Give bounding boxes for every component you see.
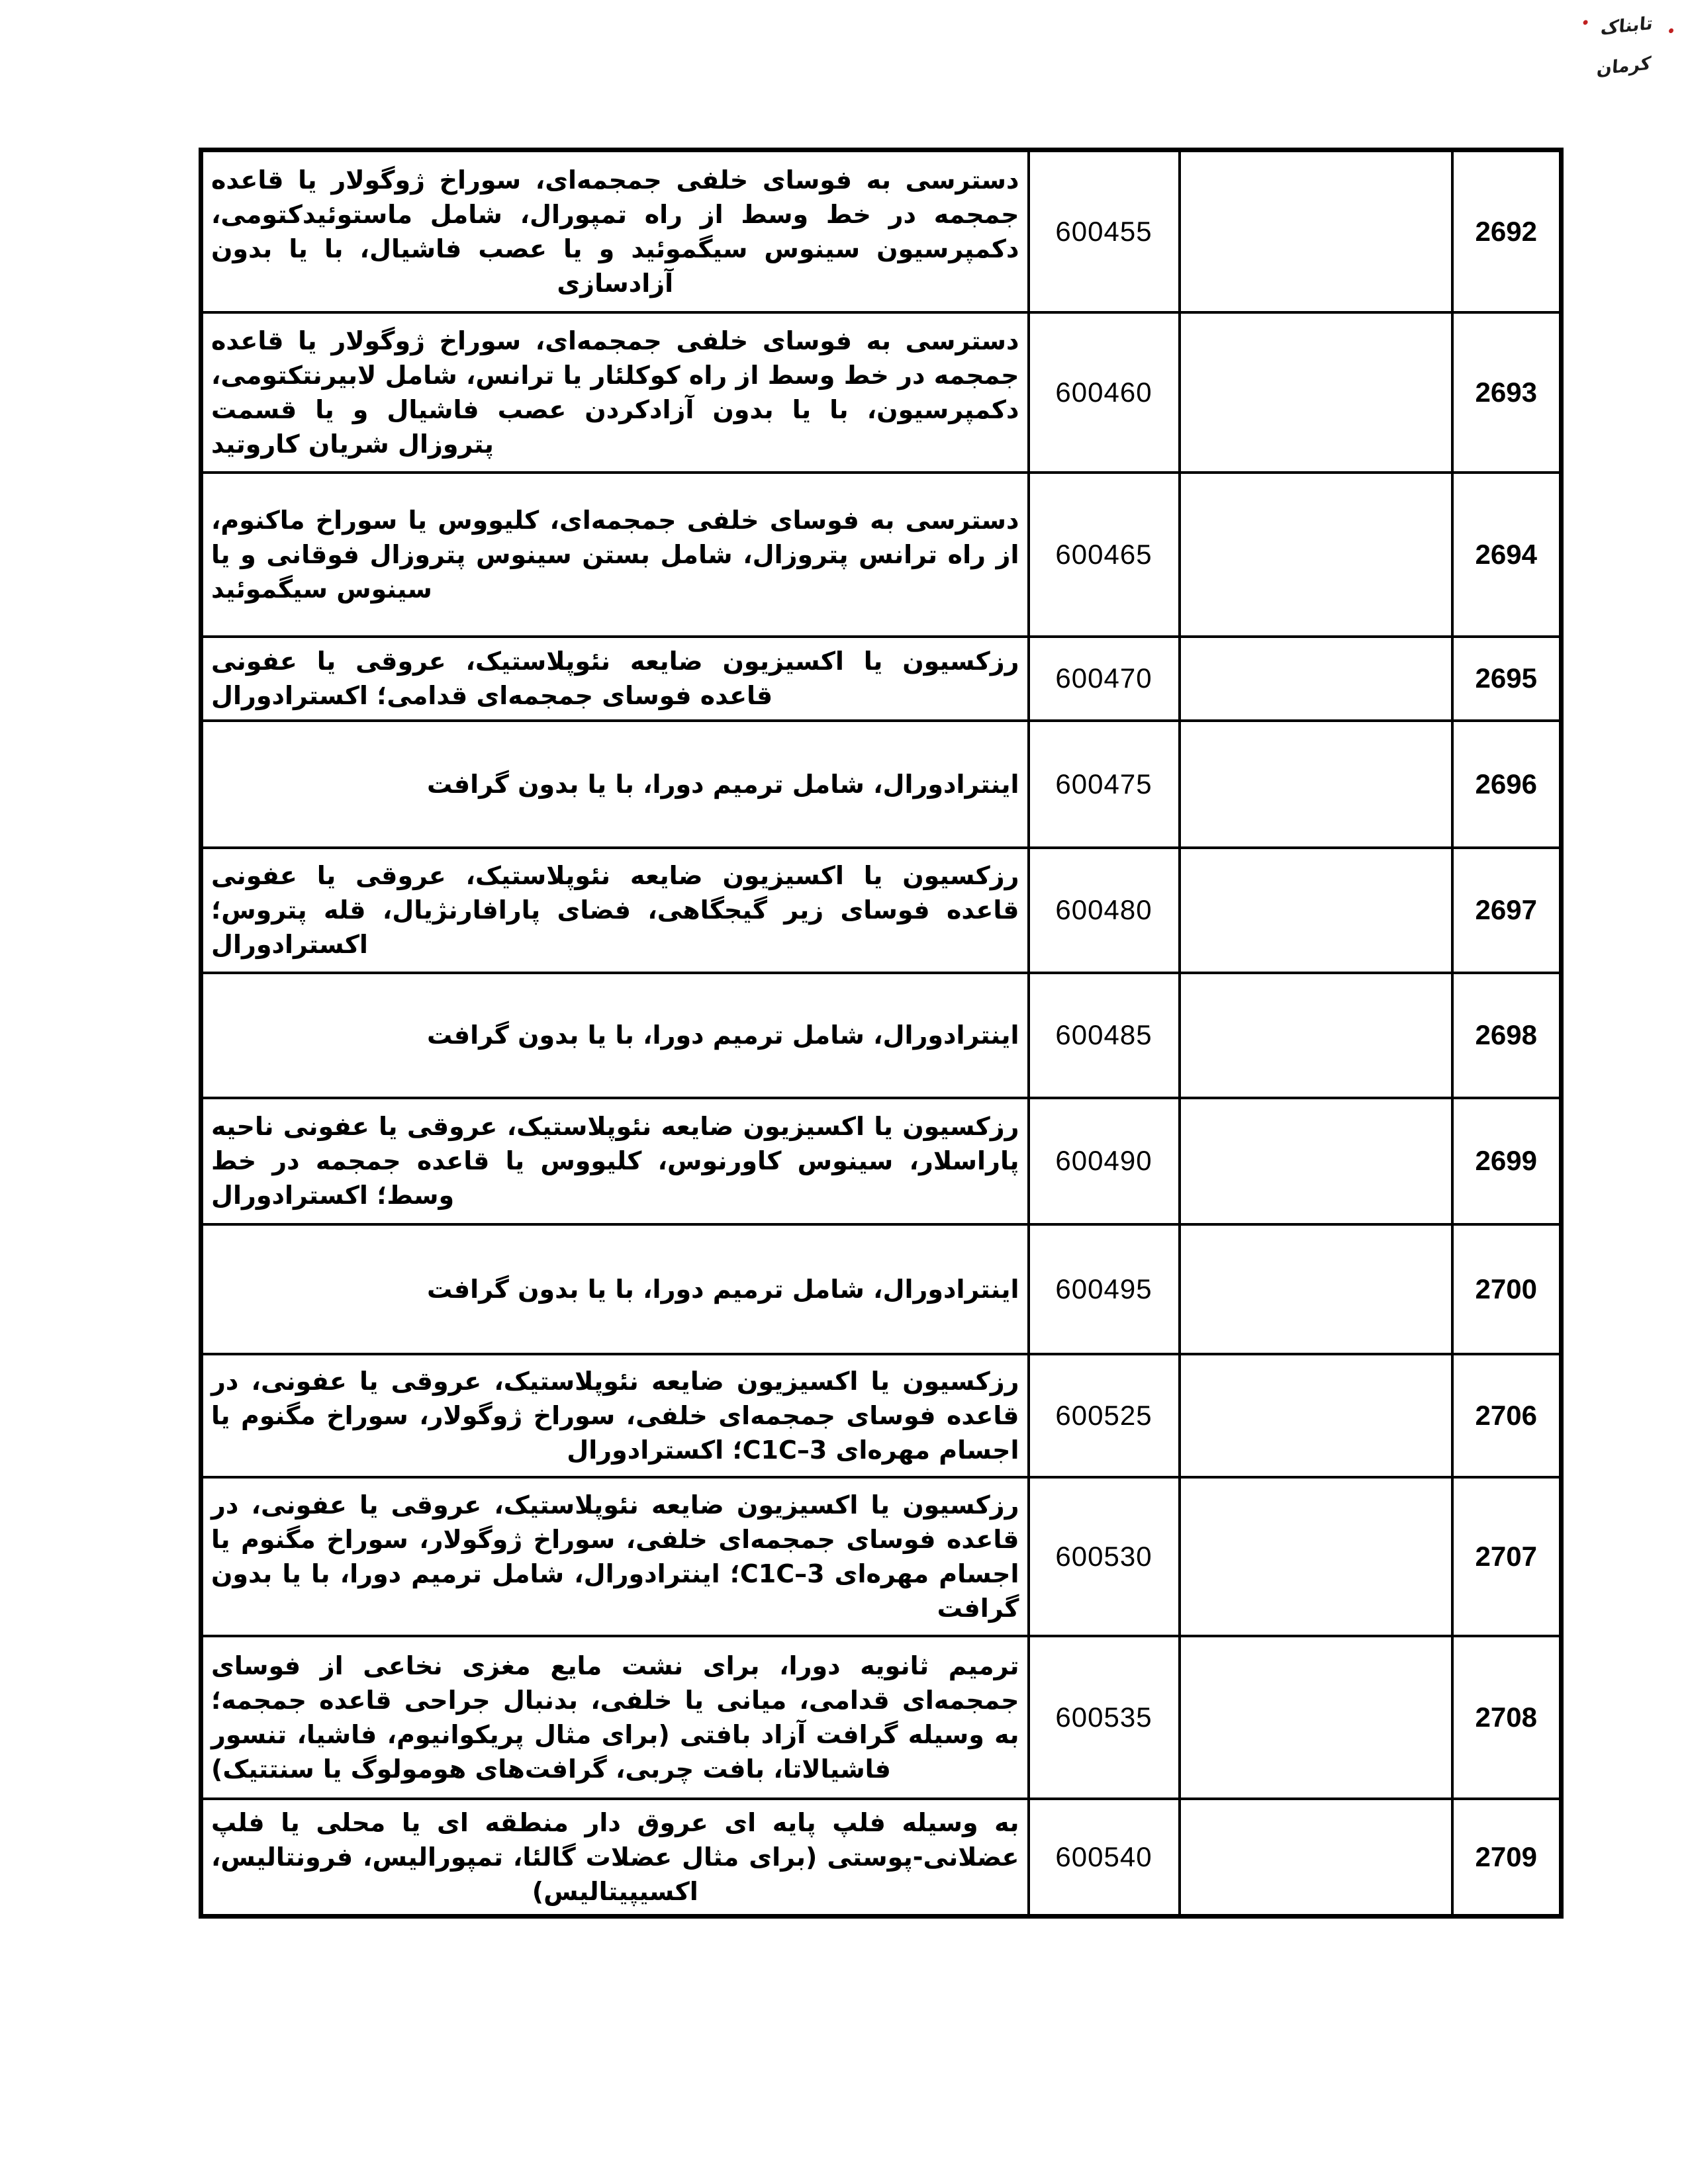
procedure-description: رزکسیون یا اکسیزیون ضایعه نئوپلاستیک، عروقی یا عفونی قاعده فوسای زیر گیجگاهی، فضای پارافارنژیال، قله پتروس؛ اکسترادورال <box>201 848 1029 973</box>
procedure-description: دسترسی به فوسای خلفی جمجمه‌ای، سوراخ ژوگولار یا قاعده جمجمه در خط وسط از راه کوکلئار یا ترانس، شامل لابیرنتکتومی، دکمپرسیون، با یا بدون آزادکردن عصب فاشیال و یا قسمت پتروزال شریان کاروتید <box>201 312 1029 473</box>
procedure-code: 600465 <box>1029 473 1180 637</box>
table-row <box>201 637 1562 721</box>
row-number: 2697 <box>1452 848 1562 973</box>
row-number: 2695 <box>1452 637 1562 721</box>
empty-cell <box>1180 312 1452 473</box>
row-number: 2698 <box>1452 973 1562 1098</box>
empty-cell <box>1180 973 1452 1098</box>
row-number: 2708 <box>1452 1636 1562 1799</box>
table-row <box>201 1636 1562 1799</box>
row-number: 2709 <box>1452 1799 1562 1917</box>
procedure-code: 600460 <box>1029 312 1180 473</box>
logo-red-accent-icon <box>1583 20 1587 25</box>
empty-cell <box>1180 1799 1452 1917</box>
empty-cell <box>1180 637 1452 721</box>
row-number: 2696 <box>1452 721 1562 848</box>
table-row <box>201 1354 1562 1477</box>
table-row <box>201 848 1562 973</box>
procedure-description: دسترسی به فوسای خلفی جمجمه‌ای، کلیووس یا سوراخ ماکنوم، از راه ترانس پتروزال، شامل بستن سینوس پتروزال فوقانی و یا سینوس سیگموئید <box>201 473 1029 637</box>
row-number: 2707 <box>1452 1477 1562 1636</box>
procedure-code: 600455 <box>1029 150 1180 312</box>
procedure-code: 600495 <box>1029 1224 1180 1354</box>
procedure-codes-table <box>199 148 1564 1919</box>
site-logo-text: تابناک کرمان <box>1596 13 1654 80</box>
procedure-description: رزکسیون یا اکسیزیون ضایعه نئوپلاستیک، عروقی یا عفونی، در قاعده فوسای جمجمه‌ای خلفی، سوراخ ژوگولار، سوراخ مگنوم یا اجسام مهره‌ای ‪C1C–3‬؛ اینترادورال، شامل ترمیم دورا، با یا بدون گرافت <box>201 1477 1029 1636</box>
procedure-description: اینترادورال، شامل ترمیم دورا، با یا بدون گرافت <box>201 721 1029 848</box>
table-row <box>201 973 1562 1098</box>
table-row <box>201 473 1562 637</box>
procedure-code: 600540 <box>1029 1799 1180 1917</box>
empty-cell <box>1180 1354 1452 1477</box>
row-number: 2692 <box>1452 150 1562 312</box>
row-number: 2693 <box>1452 312 1562 473</box>
row-number: 2699 <box>1452 1098 1562 1224</box>
table-row <box>201 1477 1562 1636</box>
empty-cell <box>1180 1636 1452 1799</box>
empty-cell <box>1180 473 1452 637</box>
table-row <box>201 721 1562 848</box>
row-number: 2706 <box>1452 1354 1562 1477</box>
row-number: 2694 <box>1452 473 1562 637</box>
empty-cell <box>1180 848 1452 973</box>
row-number: 2700 <box>1452 1224 1562 1354</box>
table-row <box>201 312 1562 473</box>
procedure-code: 600535 <box>1029 1636 1180 1799</box>
table-row <box>201 1098 1562 1224</box>
procedure-description: رزکسیون یا اکسیزیون ضایعه نئوپلاستیک، عروقی یا عفونی قاعده فوسای جمجمه‌ای قدامی؛ اکسترادورال <box>201 637 1029 721</box>
logo-red-accent-icon <box>1669 28 1673 34</box>
procedure-description: اینترادورال، شامل ترمیم دورا، با یا بدون گرافت <box>201 1224 1029 1354</box>
procedure-description: اینترادورال، شامل ترمیم دورا، با یا بدون گرافت <box>201 973 1029 1098</box>
procedure-code: 600475 <box>1029 721 1180 848</box>
procedure-code: 600525 <box>1029 1354 1180 1477</box>
empty-cell <box>1180 721 1452 848</box>
procedure-code: 600470 <box>1029 637 1180 721</box>
table-body <box>201 150 1562 1917</box>
site-logo <box>1569 1 1684 80</box>
procedure-code: 600485 <box>1029 973 1180 1098</box>
procedure-code: 600530 <box>1029 1477 1180 1636</box>
table-row <box>201 1799 1562 1917</box>
procedure-description: به وسیله فلپ پایه ای عروق دار منطقه ای یا محلی یا فلپ عضلانی-پوستی (برای مثال عضلات گالئا، تمپورالیس، فرونتالیس، اکسیپیتالیس) <box>201 1799 1029 1917</box>
table-row <box>201 1224 1562 1354</box>
empty-cell <box>1180 150 1452 312</box>
procedure-description: رزکسیون یا اکسیزیون ضایعه نئوپلاستیک، عروقی یا عفونی ناحیه پاراسلار، سینوس کاورنوس، کلیووس یا قاعده جمجمه در خط وسط؛ اکسترادورال <box>201 1098 1029 1224</box>
procedure-code: 600490 <box>1029 1098 1180 1224</box>
empty-cell <box>1180 1098 1452 1224</box>
procedure-code: 600480 <box>1029 848 1180 973</box>
table-row <box>201 150 1562 312</box>
empty-cell <box>1180 1224 1452 1354</box>
procedure-description: رزکسیون یا اکسیزیون ضایعه نئوپلاستیک، عروقی یا عفونی، در قاعده فوسای جمجمه‌ای خلفی، سوراخ ژوگولار، سوراخ مگنوم یا اجسام مهره‌ای ‪C1C–3‬؛ اکسترادورال <box>201 1354 1029 1477</box>
empty-cell <box>1180 1477 1452 1636</box>
procedure-description: ترمیم ثانویه دورا، برای نشت مایع مغزی نخاعی از فوسای جمجمه‌ای قدامی، میانی یا خلفی، بدنبال جراحی قاعده جمجمه؛ به وسیله گرافت آزاد بافتی (برای مثال پریکوانیوم، فاشیا، تنسور فاشیالاتا، بافت چربی، گرافت‌های هومولوگ یا سنتتیک) <box>201 1636 1029 1799</box>
procedure-description: دسترسی به فوسای خلفی جمجمه‌ای، سوراخ ژوگولار یا قاعده جمجمه در خط وسط از راه تمپورال، شامل ماستوئیدکتومی، دکمپرسیون سینوس سیگموئید و یا عصب فاشیال، با یا بدون آزادسازی <box>201 150 1029 312</box>
